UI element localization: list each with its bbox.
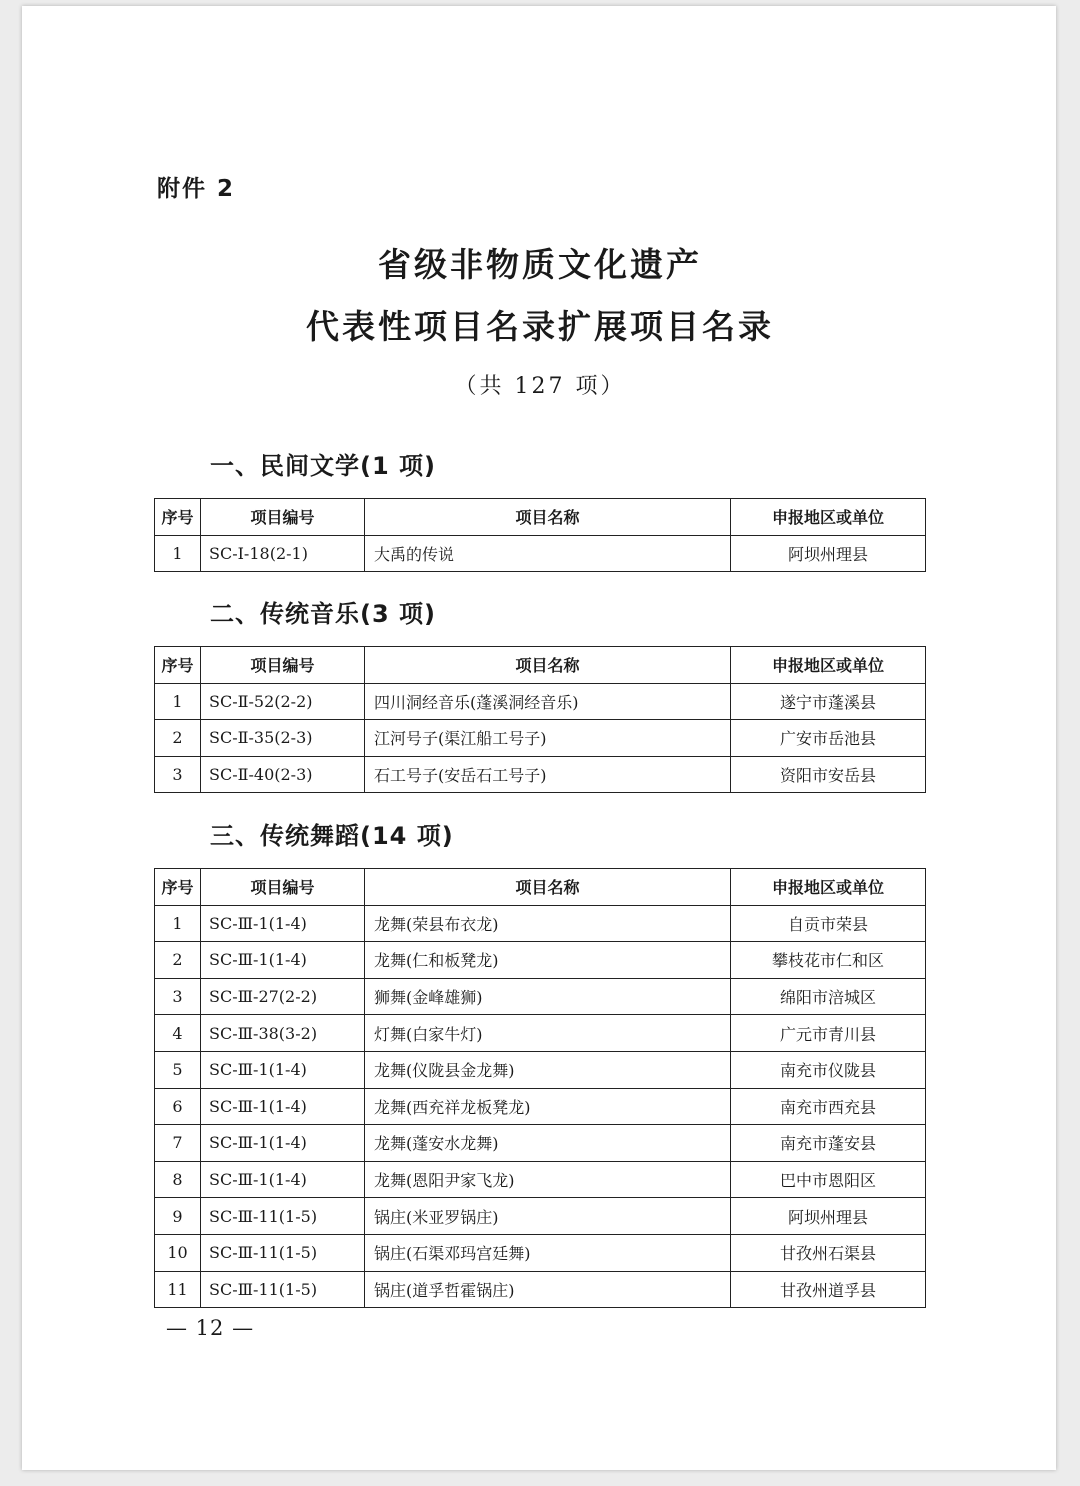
row-name: 龙舞(仪陇县金龙舞) bbox=[365, 1051, 731, 1088]
row-no: 3 bbox=[155, 978, 201, 1015]
table-header-row bbox=[155, 647, 926, 684]
table-row bbox=[155, 720, 926, 757]
row-name: 龙舞(西充祥龙板凳龙) bbox=[365, 1088, 731, 1125]
table-row bbox=[155, 1234, 926, 1271]
row-code: SC-Ⅲ-11(1-5) bbox=[201, 1234, 365, 1271]
row-no: 1 bbox=[155, 683, 201, 720]
table-row bbox=[155, 978, 926, 1015]
row-code: SC-Ⅲ-11(1-5) bbox=[201, 1271, 365, 1308]
row-name: 大禹的传说 bbox=[365, 535, 731, 572]
table-header-row bbox=[155, 499, 926, 536]
table-row bbox=[155, 1198, 926, 1235]
row-code: SC-Ⅲ-1(1-4) bbox=[201, 1088, 365, 1125]
row-name: 四川洞经音乐(蓬溪洞经音乐) bbox=[365, 683, 731, 720]
row-region: 广安市岳池县 bbox=[731, 720, 926, 757]
row-code: SC-Ⅲ-27(2-2) bbox=[201, 978, 365, 1015]
table-traditional-dance bbox=[154, 868, 926, 1308]
row-code: SC-Ⅱ-52(2-2) bbox=[201, 683, 365, 720]
header-region: 申报地区或单位 bbox=[731, 647, 926, 684]
row-region: 南充市蓬安县 bbox=[731, 1125, 926, 1162]
table-row bbox=[155, 1088, 926, 1125]
row-no: 2 bbox=[155, 720, 201, 757]
row-region: 阿坝州理县 bbox=[731, 535, 926, 572]
row-code: SC-Ⅲ-1(1-4) bbox=[201, 1161, 365, 1198]
row-name: 龙舞(仁和板凳龙) bbox=[365, 942, 731, 979]
document-title-line2: 代表性项目名录扩展项目名录 bbox=[306, 307, 774, 346]
row-name: 龙舞(蓬安水龙舞) bbox=[365, 1125, 731, 1162]
row-no: 5 bbox=[155, 1051, 201, 1088]
header-name: 项目名称 bbox=[365, 647, 731, 684]
table-row bbox=[155, 905, 926, 942]
row-region: 攀枝花市仁和区 bbox=[731, 942, 926, 979]
row-region: 南充市西充县 bbox=[731, 1088, 926, 1125]
table-row bbox=[155, 1125, 926, 1162]
row-region: 广元市青川县 bbox=[731, 1015, 926, 1052]
row-name: 龙舞(恩阳尹家飞龙) bbox=[365, 1161, 731, 1198]
row-region: 甘孜州石渠县 bbox=[731, 1234, 926, 1271]
row-region: 巴中市恩阳区 bbox=[731, 1161, 926, 1198]
row-no: 10 bbox=[155, 1234, 201, 1271]
row-name: 锅庄(道孚哲霍锅庄) bbox=[365, 1271, 731, 1308]
row-name: 狮舞(金峰雄狮) bbox=[365, 978, 731, 1015]
row-code: SC-Ⅲ-1(1-4) bbox=[201, 905, 365, 942]
table-row bbox=[155, 1161, 926, 1198]
row-name: 灯舞(白家牛灯) bbox=[365, 1015, 731, 1052]
row-region: 甘孜州道孚县 bbox=[731, 1271, 926, 1308]
document-title-line1: 省级非物质文化遗产 bbox=[378, 245, 702, 284]
row-no: 6 bbox=[155, 1088, 201, 1125]
row-name: 石工号子(安岳石工号子) bbox=[365, 756, 731, 793]
row-no: 4 bbox=[155, 1015, 201, 1052]
section-heading-traditional-music: 二、传统音乐(3 项) bbox=[210, 600, 436, 628]
header-code: 项目编号 bbox=[201, 869, 365, 906]
row-region: 自贡市荣县 bbox=[731, 905, 926, 942]
table-traditional-music bbox=[154, 646, 926, 793]
table-row bbox=[155, 683, 926, 720]
total-count: （共 127 项） bbox=[454, 374, 626, 399]
row-no: 8 bbox=[155, 1161, 201, 1198]
table-header-row bbox=[155, 869, 926, 906]
header-code: 项目编号 bbox=[201, 499, 365, 536]
table-folk-literature bbox=[154, 498, 926, 572]
row-region: 资阳市安岳县 bbox=[731, 756, 926, 793]
attachment-label: 附件 2 bbox=[157, 176, 236, 202]
row-no: 11 bbox=[155, 1271, 201, 1308]
header-no: 序号 bbox=[155, 499, 201, 536]
row-region: 阿坝州理县 bbox=[731, 1198, 926, 1235]
row-name: 锅庄(石渠邓玛宫廷舞) bbox=[365, 1234, 731, 1271]
row-code: SC-Ⅲ-38(3-2) bbox=[201, 1015, 365, 1052]
row-no: 9 bbox=[155, 1198, 201, 1235]
table-row bbox=[155, 1051, 926, 1088]
table-row bbox=[155, 535, 926, 572]
page-number: — 12 — bbox=[166, 1316, 255, 1340]
header-code: 项目编号 bbox=[201, 647, 365, 684]
table-row bbox=[155, 1015, 926, 1052]
row-no: 1 bbox=[155, 905, 201, 942]
row-code: SC-Ⅲ-1(1-4) bbox=[201, 1051, 365, 1088]
row-code: SC-Ⅲ-1(1-4) bbox=[201, 942, 365, 979]
row-no: 7 bbox=[155, 1125, 201, 1162]
row-region: 绵阳市涪城区 bbox=[731, 978, 926, 1015]
row-code: SC-Ⅰ-18(2-1) bbox=[201, 535, 365, 572]
row-no: 2 bbox=[155, 942, 201, 979]
row-name: 江河号子(渠江船工号子) bbox=[365, 720, 731, 757]
header-name: 项目名称 bbox=[365, 869, 731, 906]
row-code: SC-Ⅲ-1(1-4) bbox=[201, 1125, 365, 1162]
row-code: SC-Ⅱ-35(2-3) bbox=[201, 720, 365, 757]
table-row bbox=[155, 756, 926, 793]
section-heading-traditional-dance: 三、传统舞蹈(14 项) bbox=[210, 822, 454, 850]
header-region: 申报地区或单位 bbox=[731, 499, 926, 536]
header-region: 申报地区或单位 bbox=[731, 869, 926, 906]
row-region: 遂宁市蓬溪县 bbox=[731, 683, 926, 720]
row-code: SC-Ⅲ-11(1-5) bbox=[201, 1198, 365, 1235]
header-name: 项目名称 bbox=[365, 499, 731, 536]
row-no: 3 bbox=[155, 756, 201, 793]
row-name: 龙舞(荣县布衣龙) bbox=[365, 905, 731, 942]
header-no: 序号 bbox=[155, 869, 201, 906]
row-code: SC-Ⅱ-40(2-3) bbox=[201, 756, 365, 793]
row-region: 南充市仪陇县 bbox=[731, 1051, 926, 1088]
header-no: 序号 bbox=[155, 647, 201, 684]
table-row bbox=[155, 1271, 926, 1308]
row-name: 锅庄(米亚罗锅庄) bbox=[365, 1198, 731, 1235]
table-row bbox=[155, 942, 926, 979]
section-heading-folk-literature: 一、民间文学(1 项) bbox=[210, 452, 436, 480]
row-no: 1 bbox=[155, 535, 201, 572]
